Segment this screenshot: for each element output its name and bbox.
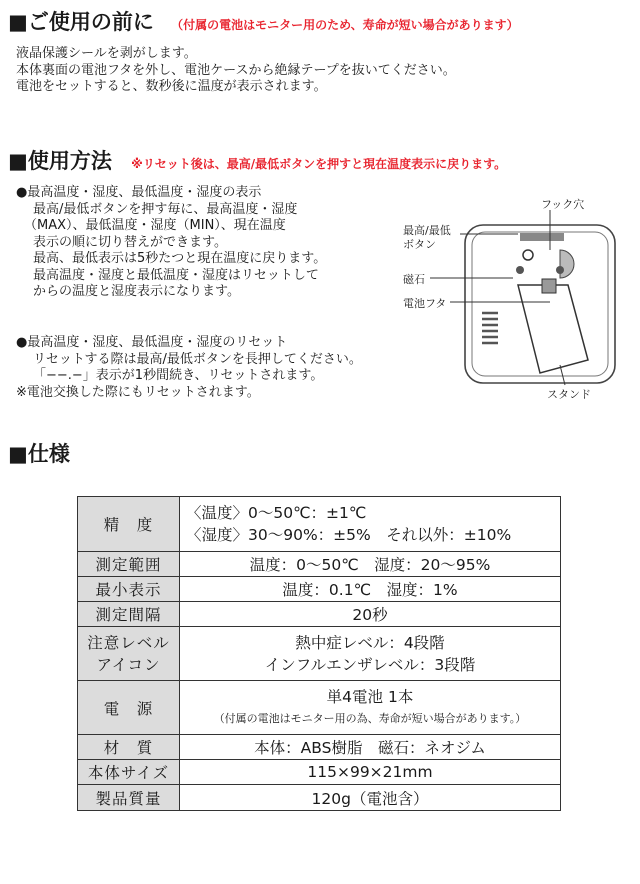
device-back-illustration bbox=[465, 225, 615, 383]
table-row bbox=[78, 735, 561, 760]
table-row bbox=[78, 681, 561, 735]
label-button-line2: ボタン bbox=[403, 238, 436, 251]
usage-heading: ■使用方法 ※リセット後は、最高/最低ボタンを押すと現在温度表示に戻ります。 bbox=[8, 149, 507, 173]
text-line: ●最高温度・湿度、最低温度・湿度のリセット bbox=[16, 335, 288, 350]
usage-note: ※リセット後は、最高/最低ボタンを押すと現在温度表示に戻ります。 bbox=[131, 157, 507, 171]
text-line: からの温度と湿度表示になります。 bbox=[33, 284, 240, 299]
text-line: 液晶保護シールを剥がします。 bbox=[16, 46, 197, 61]
label-battery-cover: 電池フタ bbox=[403, 297, 447, 310]
text-line: 最高/最低ボタンを押す毎に、最高温度・湿度 bbox=[33, 201, 298, 217]
spec-value-interval: 20秒 bbox=[180, 602, 561, 627]
table-row bbox=[78, 785, 561, 811]
text-line: 最高、最低表示は5秒たつと現在温度に戻ります。 bbox=[33, 251, 327, 266]
spec-key-range: 測定範囲 bbox=[78, 552, 180, 577]
spec-key-material: 材 質 bbox=[78, 735, 180, 760]
spec-key-resolution: 最小表示 bbox=[78, 577, 180, 602]
table-row bbox=[78, 552, 561, 577]
spec-value-weight: 120g（電池含） bbox=[180, 785, 561, 811]
spec-value-size: 115×99×21mm bbox=[180, 760, 561, 785]
spec-key-alert: 注意レベル アイコン bbox=[78, 627, 180, 681]
label-magnet: 磁石 bbox=[403, 273, 425, 286]
spec-key-size: 本体サイズ bbox=[78, 760, 180, 785]
text-line: リセットする際は最高/最低ボタンを長押してください。 bbox=[33, 351, 362, 367]
before-use-heading: ■ご使用の前に （付属の電池はモニター用のため、寿命が短い場合があります） bbox=[8, 10, 519, 34]
spec-value-material: 本体：ABS樹脂 磁石：ネオジム bbox=[180, 735, 561, 760]
text-line: （MAX）、最低温度・湿度（MIN）、現在温度 bbox=[24, 218, 286, 233]
text-line: ※電池交換した際にもリセットされます。 bbox=[16, 384, 260, 400]
text-line: ●最高温度・湿度、最低温度・湿度の表示 bbox=[16, 185, 262, 200]
spec-value-power: 単4電池 1本 （付属の電池はモニター用の為、寿命が短い場合があります。） bbox=[180, 681, 561, 735]
table-row bbox=[78, 577, 561, 602]
text-line: 最高温度・湿度と最低温度・湿度はリセットして bbox=[33, 267, 319, 283]
text-line: 表示の順に切り替えができます。 bbox=[33, 234, 227, 250]
text-line: 本体裏面の電池フタを外し、電池ケースから絶縁テープを抜いてください。 bbox=[16, 62, 456, 78]
before-use-note: （付属の電池はモニター用のため、寿命が短い場合があります） bbox=[171, 18, 519, 32]
label-hook-hole: フック穴 bbox=[541, 198, 585, 211]
spec-value-accuracy: 〈温度〉0〜50℃：±1℃ 〈湿度〉30〜90%：±5% それ以外：±10% bbox=[180, 497, 561, 552]
spec-key-interval: 測定間隔 bbox=[78, 602, 180, 627]
table-row bbox=[78, 497, 561, 552]
usage-block-reset bbox=[16, 335, 362, 401]
spec-value-resolution: 温度：0.1℃ 湿度：1% bbox=[180, 577, 561, 602]
usage-block-display bbox=[16, 185, 326, 301]
table-row bbox=[78, 627, 561, 681]
label-stand: スタンド bbox=[547, 388, 591, 401]
label-button-line1: 最高/最低 bbox=[403, 224, 451, 237]
table-row bbox=[78, 602, 561, 627]
spec-table bbox=[77, 496, 561, 811]
spec-key-accuracy: 精 度 bbox=[78, 497, 180, 552]
text-line: 電池をセットすると、数秒後に温度が表示されます。 bbox=[16, 79, 327, 94]
spec-key-weight: 製品質量 bbox=[78, 785, 180, 811]
text-line: 「−−.−」表示が1秒間続き、リセットされます。 bbox=[33, 368, 324, 383]
spec-value-range: 温度：0〜50℃ 湿度：20〜95% bbox=[180, 552, 561, 577]
spec-heading: ■仕様 bbox=[8, 442, 70, 466]
spec-value-alert: 熱中症レベル：4段階 インフルエンザレベル：3段階 bbox=[180, 627, 561, 681]
spec-key-power: 電 源 bbox=[78, 681, 180, 735]
table-row bbox=[78, 760, 561, 785]
before-use-text bbox=[16, 46, 456, 96]
